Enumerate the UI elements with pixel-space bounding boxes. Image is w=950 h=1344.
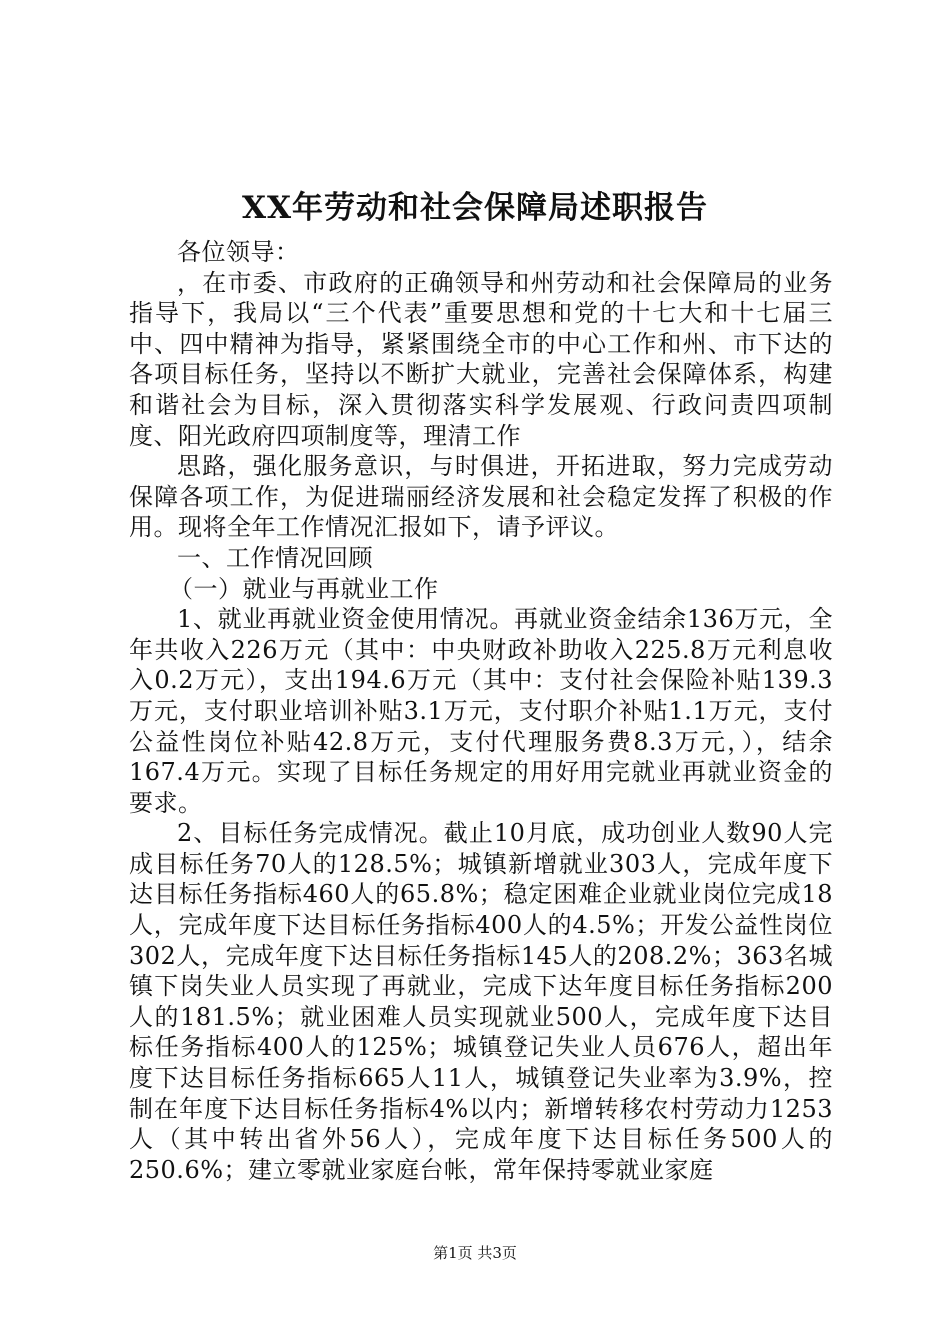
section-heading: 一、工作情况回顾 bbox=[177, 543, 373, 572]
intro-paragraph-continued: 思路，强化服务意识，与时俱进，开拓进取，努力完成劳动保障各项工作，为促进瑞丽经济发展和社会稳定发挥了积极的作用。现将全年工作情况汇报如下，请予评议。 bbox=[129, 452, 833, 542]
item-2-paragraph: 2、目标任务完成情况。截止10月底，成功创业人数90人完成目标任务70人的128.5%；城镇新增就业303人，完成年度下达目标任务指标460人的65.8%；稳定困难企业就业岗位完成18人，完成年度下达目标任务指标400人的4.5%；开发公益性岗位302人，完成年度下达目标任务指标145人的208.2%；363名城镇下岗失业人员实现了再就业，完成下达年度目标任务指标200人的181.5%；就业困难人员实现就业500人，完成年度下达目标任务指标400人的125%；城镇登记失业人员676人，超出年度下达目标任务指标665人11人，城镇登记失业率为3.9%，控制在年度下达目标任务指标4%以内；新增转移农村劳动力1253人（其中转出省外56人），完成年度下达目标任务500人的250.6%；建立零就业家庭台帐，常年保持零就业家庭 bbox=[129, 819, 833, 1184]
intro-paragraph: ，在市委、市政府的正确领导和州劳动和社会保障局的业务指导下，我局以“三个代表”重要思想和党的十七大和十七届三中、四中精神为指导，紧紧围绕全市的中心工作和州、市下达的各项目标任务，坚持以不断扩大就业，完善社会保障体系，构建和谐社会为目标，深入贯彻落实科学发展观、行政问责四项制度、阳光政府四项制度等，理清工作 bbox=[129, 268, 833, 450]
document-body bbox=[129, 237, 833, 1185]
salutation: 各位领导： bbox=[177, 238, 300, 266]
document-title: XX年劳动和社会保障局述职报告 bbox=[241, 190, 709, 226]
page-footer: 第1页 共3页 bbox=[433, 1244, 517, 1262]
subsection-heading: （一）就业与再就业工作 bbox=[169, 574, 439, 603]
item-1-paragraph: 1、就业再就业资金使用情况。再就业资金结余136万元，全年共收入226万元（其中：中央财政补助收入225.8万元利息收入0.2万元），支出194.6万元（其中：支付社会保险补贴139.3万元，支付职业培训补贴3.1万元，支付职介补贴1.1万元，支付公益性岗位补贴42.8万元，支付代理服务费8.3万元，），结余167.4万元。实现了目标任务规定的用好用完就业再就业资金的要求。 bbox=[129, 605, 833, 817]
